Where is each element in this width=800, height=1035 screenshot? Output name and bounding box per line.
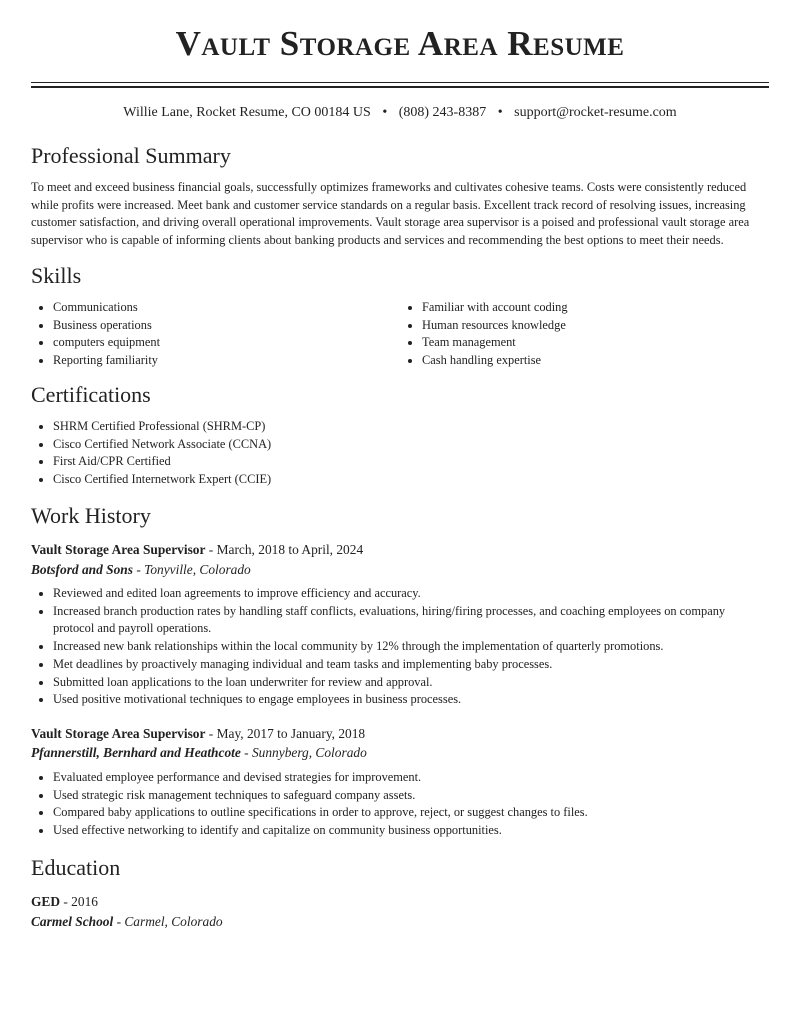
job-bullets bbox=[31, 769, 769, 840]
skills-list-right bbox=[400, 299, 769, 370]
summary-section bbox=[31, 143, 769, 250]
job-bullet: • Used strategic risk management techniques to safeguard company assets. bbox=[53, 787, 769, 805]
resume-title: Vault Storage Area Resume bbox=[175, 24, 625, 63]
skills-heading: Skills bbox=[31, 263, 82, 288]
school-location: - Carmel, Colorado bbox=[113, 913, 223, 929]
employer-name: Pfannerstill, Bernhard and Heathcote bbox=[31, 745, 241, 761]
certifications-heading: Certifications bbox=[31, 382, 151, 407]
degree-year: - 2016 bbox=[60, 894, 98, 909]
skills-list-left bbox=[31, 299, 400, 370]
school-name: Carmel School bbox=[31, 913, 114, 929]
job-bullet: • Used positive motivational techniques to engage employees in business processes. bbox=[53, 691, 769, 709]
employer-location: - Sunnyberg, Colorado bbox=[240, 745, 367, 761]
job-bullet: • Increased new bank relationships within the local community by 12% through the implementation of quarterly promotions. bbox=[53, 638, 769, 656]
job-bullets bbox=[31, 585, 769, 709]
contact-line bbox=[0, 105, 800, 121]
contact-separator: • bbox=[497, 105, 503, 120]
summary-heading: Professional Summary bbox=[31, 143, 231, 168]
job-title: Vault Storage Area Supervisor bbox=[31, 725, 206, 741]
job-bullet: • Evaluated employee performance and devised strategies for improvement. bbox=[53, 769, 769, 787]
employer-location: - Tonyville, Colorado bbox=[132, 561, 251, 577]
certifications-list bbox=[31, 418, 769, 489]
job-bullet: • Increased branch production rates by handling staff conflicts, evaluations, hiring/firing processes, and coaching employees on company protocol and payroll operations. bbox=[53, 603, 769, 638]
job-bullet: • Met deadlines by proactively managing individual and team tasks and implementing baby processes. bbox=[53, 656, 769, 674]
certification-item: • Cisco Certified Network Associate (CCNA) bbox=[53, 436, 769, 454]
certifications-section bbox=[31, 382, 769, 489]
skill-item: • Communications bbox=[53, 299, 400, 317]
contact-address: Willie Lane, Rocket Resume, CO 00184 US bbox=[123, 105, 371, 120]
contact-email: support@rocket-resume.com bbox=[514, 105, 677, 120]
skill-item: • Cash handling expertise bbox=[422, 352, 769, 370]
school-line bbox=[31, 912, 769, 932]
job-bullet: • Reviewed and edited loan agreements to improve efficiency and accuracy. bbox=[53, 585, 769, 603]
job-dates: - May, 2017 to January, 2018 bbox=[205, 725, 366, 741]
skill-item: • Reporting familiarity bbox=[53, 352, 400, 370]
skill-item: • Business operations bbox=[53, 317, 400, 335]
employer-line bbox=[31, 743, 769, 763]
job-title-line bbox=[31, 540, 769, 560]
job-bullet: • Compared baby applications to outline specifications in order to approve, reject, or suggest changes to files. bbox=[53, 804, 769, 822]
degree-name: GED bbox=[31, 894, 61, 909]
skill-item: • Team management bbox=[422, 334, 769, 352]
education-section bbox=[31, 855, 769, 931]
job-bullet: • Used effective networking to identify and capitalize on community business opportunities. bbox=[53, 822, 769, 840]
contact-phone: (808) 243-8387 bbox=[398, 105, 487, 120]
skills-columns bbox=[31, 299, 769, 370]
job-dates: - March, 2018 to April, 2024 bbox=[205, 542, 364, 557]
education-heading: Education bbox=[31, 855, 121, 880]
job-entry bbox=[31, 540, 769, 709]
skill-item: • Familiar with account coding bbox=[422, 299, 769, 317]
employer-line bbox=[31, 560, 769, 580]
certification-item: • Cisco Certified Internetwork Expert (CCIE) bbox=[53, 471, 769, 489]
certification-item: • First Aid/CPR Certified bbox=[53, 453, 769, 471]
summary-text: To meet and exceed business financial goals, successfully optimizes frameworks and cultivates cohesive teams. Costs were consistently reduced while profits were increased. Meet bank and customer service standards on a regular basis. Excellent track record of resolving issues, increasing customer satisfaction, and driving overall operational improvements. Vault storage area supervisor is a poised and professional vault storage area supervisor who is capable of informing clients about banking products and services and recommending the best options to meet their needs. bbox=[31, 180, 750, 248]
header-divider-thick bbox=[31, 86, 769, 88]
job-entry bbox=[31, 724, 769, 840]
contact-separator: • bbox=[382, 105, 388, 120]
header-divider-thin bbox=[31, 82, 769, 83]
skill-item: • Human resources knowledge bbox=[422, 317, 769, 335]
degree-line bbox=[31, 892, 769, 912]
employer-name: Botsford and Sons bbox=[31, 561, 133, 577]
job-title-line bbox=[31, 724, 769, 744]
skill-item: • computers equipment bbox=[53, 334, 400, 352]
skills-section bbox=[31, 263, 769, 370]
work-history-section bbox=[31, 503, 769, 840]
job-bullet: • Submitted loan applications to the loan underwriter for review and approval. bbox=[53, 674, 769, 692]
certification-item: • SHRM Certified Professional (SHRM-CP) bbox=[53, 418, 769, 436]
work-history-heading: Work History bbox=[31, 503, 151, 528]
job-title: Vault Storage Area Supervisor bbox=[31, 542, 206, 557]
